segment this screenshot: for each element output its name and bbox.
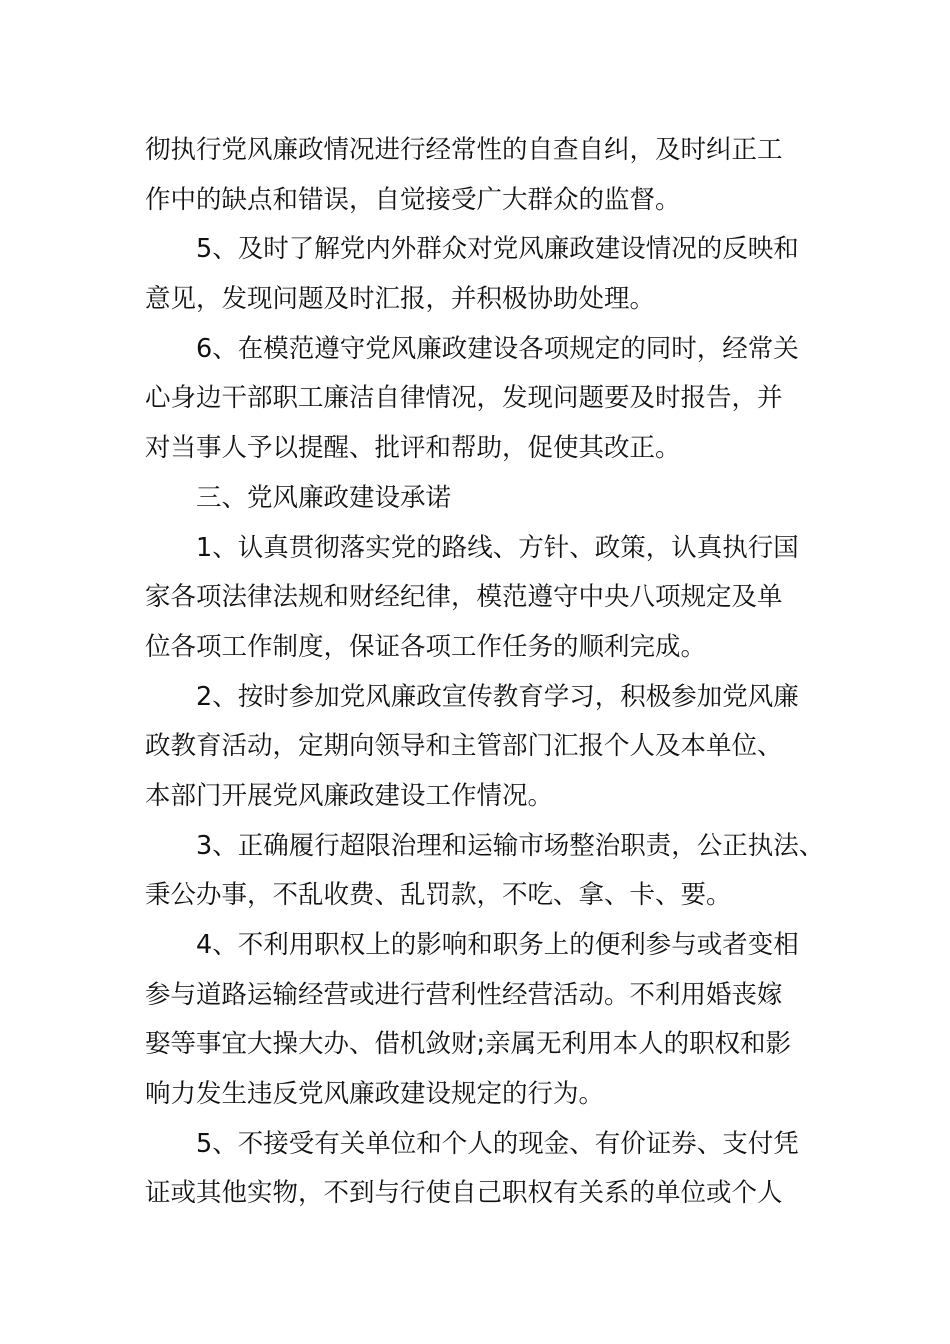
text-line: 5、及时了解党内外群众对党风廉政建设情况的反映和 — [196, 234, 799, 265]
text-line: 意见，发现问题及时汇报，并积极协助处理。 — [145, 284, 656, 315]
text-line: 心身边干部职工廉洁自律情况，发现问题要及时报告，并 — [145, 383, 783, 414]
text-line: 彻执行党风廉政情况进行经常性的自查自纠，及时纠正工 — [145, 135, 783, 165]
text-line: 1、认真贯彻落实党的路线、方针、政策，认真执行国 — [196, 532, 799, 563]
document-body — [145, 126, 825, 1219]
text-line: 秉公办事，不乱收费、乱罚款，不吃、拿、卡、要。 — [145, 880, 732, 911]
text-line: 位各项工作制度，保证各项工作任务的顺利完成。 — [145, 631, 707, 662]
text-line: 4、不利用职权上的影响和职务上的便利参与或者变相 — [196, 930, 799, 960]
text-line: 作中的缺点和错误，自觉接受广大群众的监督。 — [145, 184, 681, 215]
text-line: 三、党风廉政建设承诺 — [196, 482, 452, 513]
text-line: 参与道路运输经营或进行营利性经营活动。不利用婚丧嫁 — [145, 979, 783, 1010]
text-line: 对当事人予以提醒、批评和帮助，促使其改正。 — [145, 433, 681, 464]
text-line: 5、不接受有关单位和个人的现金、有价证券、支付凭 — [196, 1128, 799, 1159]
text-line: 2、按时参加党风廉政宣传教育学习，积极参加党风廉 — [196, 681, 799, 712]
text-line: 证或其他实物，不到与行使自己职权有关系的单位或个人 — [145, 1178, 783, 1209]
text-line: 娶等事宜大操大办、借机敛财;亲属无利用本人的职权和影 — [145, 1029, 792, 1060]
text-line: 政教育活动，定期向领导和主管部门汇报个人及本单位、 — [145, 731, 783, 762]
text-line: 家各项法律法规和财经纪律，模范遵守中央八项规定及单 — [145, 582, 783, 613]
text-line: 6、在模范遵守党风廉政建设各项规定的同时，经常关 — [196, 333, 799, 364]
text-line: 3、正确履行超限治理和运输市场整治职责，公正执法、 — [196, 830, 825, 861]
text-line: 本部门开展党风廉政建设工作情况。 — [145, 780, 554, 811]
text-line: 响力发生违反党风廉政建设规定的行为。 — [145, 1079, 605, 1110]
